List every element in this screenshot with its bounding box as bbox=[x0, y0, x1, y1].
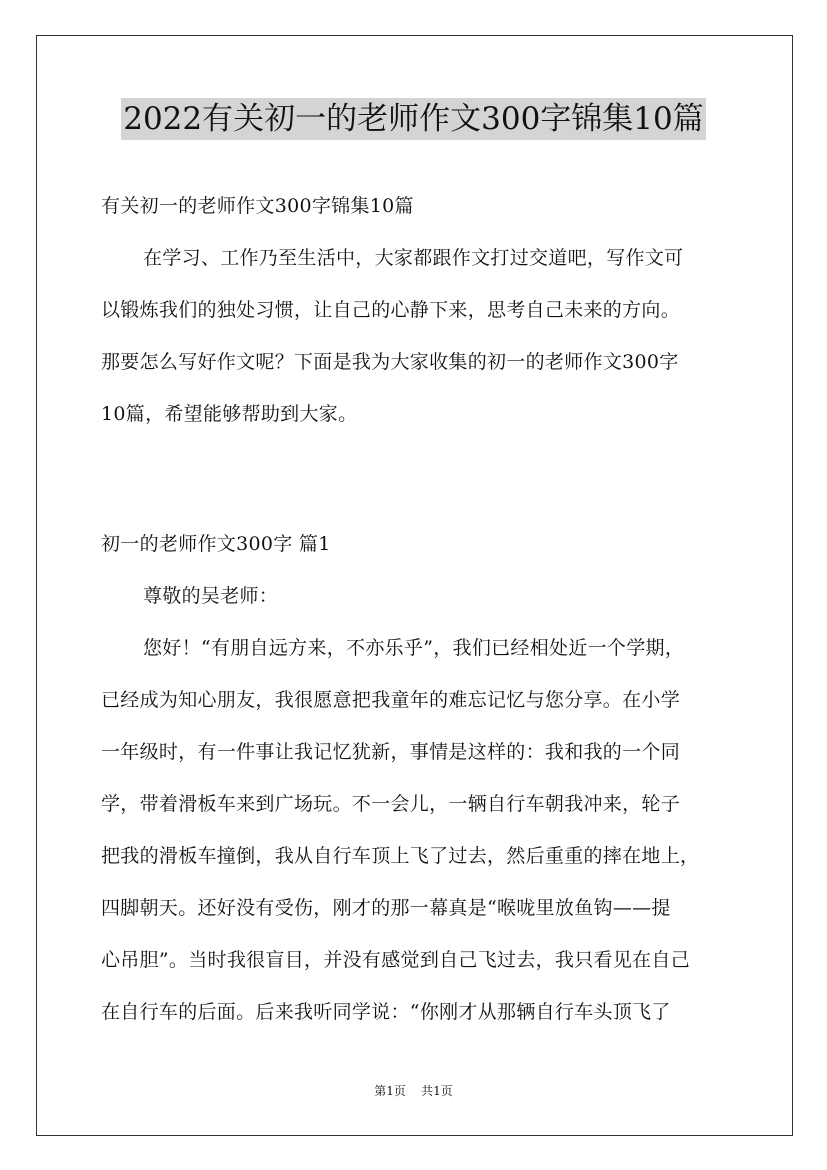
body-line: 在自行车的后面。后来我听同学说：“你刚才从那辆自行车头顶飞了 bbox=[101, 1001, 671, 1023]
body-line: 您好！“有朋自远方来，不亦乐乎”，我们已经相处近一个学期， bbox=[143, 637, 685, 659]
document-body bbox=[101, 180, 741, 1038]
body-line: 把我的滑板车撞倒，我从自行车顶上飞了过去，然后重重的摔在地上， bbox=[101, 845, 700, 867]
document-subtitle: 有关初一的老师作文300字锦集10篇 bbox=[101, 195, 414, 217]
body-line: 四脚朝天。还好没有受伤，刚才的那一幕真是“喉咙里放鱼钩——提 bbox=[101, 897, 671, 919]
intro-line: 那要怎么写好作文呢？下面是我为大家收集的初一的老师作文300字 bbox=[101, 351, 679, 373]
section-heading: 初一的老师作文300字 篇1 bbox=[101, 533, 331, 555]
intro-line: 以锻炼我们的独处习惯，让自己的心静下来，思考自己未来的方向。 bbox=[101, 299, 681, 321]
letter-salutation: 尊敬的吴老师： bbox=[143, 585, 279, 607]
intro-line: 10篇，希望能够帮助到大家。 bbox=[101, 403, 358, 425]
intro-line: 在学习、工作乃至生活中，大家都跟作文打过交道吧，写作文可 bbox=[143, 247, 684, 269]
body-line: 已经成为知心朋友，我很愿意把我童年的难忘记忆与您分享。在小学 bbox=[101, 689, 681, 711]
page-footer bbox=[0, 1082, 827, 1100]
page-total: 共1页 bbox=[421, 1084, 453, 1098]
body-line: 一年级时，有一件事让我记忆犹新，事情是这样的：我和我的一个同 bbox=[101, 741, 681, 763]
document-title: 2022有关初一的老师作文300字锦集10篇 bbox=[121, 98, 706, 140]
body-line: 心吊胆”。当时我很盲目，并没有感觉到自己飞过去，我只看见在自己 bbox=[101, 949, 691, 971]
section-spacer bbox=[101, 440, 741, 518]
page-number: 第1页 bbox=[374, 1084, 406, 1098]
body-line: 学，带着滑板车来到广场玩。不一会儿，一辆自行车朝我冲来，轮子 bbox=[101, 793, 681, 815]
title-container bbox=[0, 98, 827, 140]
